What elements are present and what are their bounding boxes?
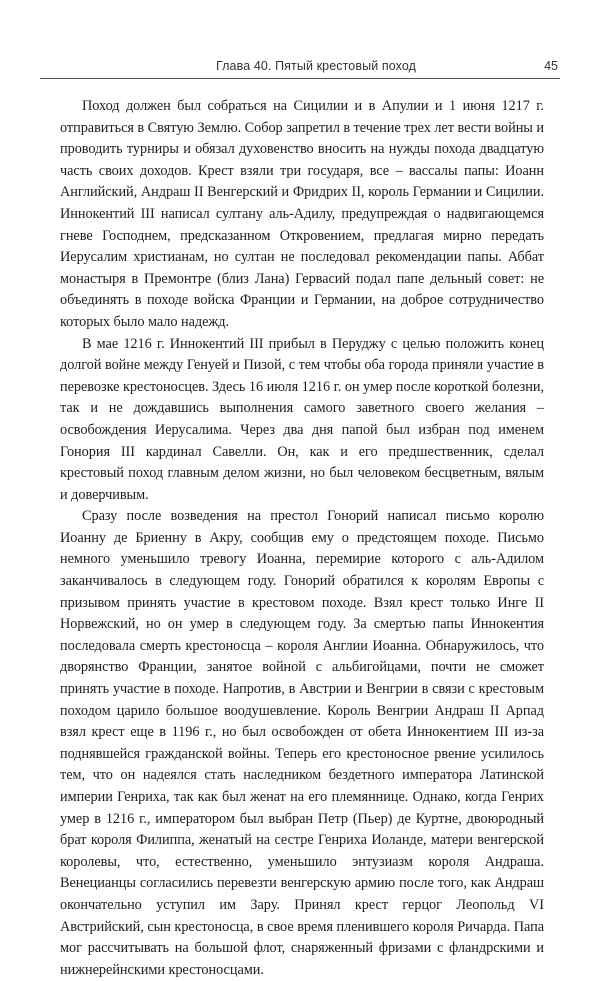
chapter-title: Глава 40. Пятый крестовый поход [216, 59, 417, 73]
running-header [40, 58, 560, 79]
paragraph-2: В мае 1216 г. Иннокентий III прибыл в Перуджу с целью положить конец долгой войне между Генуей и Пизой, с тем чтобы оба города приняли участие в перевозке крестоносцев. Здесь 16 июля 1216 г. он умер после короткой болезни, так и не дождавшись выполнения самого заветного своего желания – освобождения Иерусалима. Через два дня папой был избран под именем Гонория III кардинал Савелли. Он, как и его предшественник, сделал крестовый поход главным делом жизни, но был человеком бесцветным, вялым и доверчивым. [60, 335, 545, 503]
paragraph-3: Сразу после возведения на престол Гонорий написал письмо королю Иоанну де Бриенну в Акру, сообщив ему о предстоящем походе. Письмо немного уменьшило тревогу Иоанна, перемирие которого с аль-Адилом заканчивалось в следующем году. Гонорий обратился к королям Европы с призывом принять участие в крестовом походе. Взял крест только Инге II Норвежский, но он умер в следующем году. За смертью папы Иннокентия последовала смерть крестоносца – короля Англии Иоанна. Обнаружилось, что дворянство Франции, занятое войной с альбигойцами, почти не сможет принять участие в походе. Напротив, в Австрии и Венгрии в связи с крестовым походом царило большое воодушевление. Король Венгрии Андраш II Арпад взял крест еще в 1196 г., но был освобожден от обета Иннокентием III из-за поднявшейся гражданской войны. Теперь его крестоносное рвение усилилось тем, что он надеялся стать наследником бездетного императора Латинской империи Генриха, так как был женат на его племяннице. Однако, когда Генрих умер в 1216 г., императором был выбран Петр (Пьер) де Куртне, двоюродный брат короля Филиппа, женатый на сестре Генриха Иоланде, матери венгерской королевы, что, естественно, уменьшило энтузиазм короля Андраша. Венецианцы согласились перевезти венгерскую армию после того, как Андраш окончательно уступил им Зару. Принял крест герцог Леопольд VI Австрийский, сын крестоносца, в свое время пленившего короля Ричарда. Папа мог рассчитывать на большой флот, снаряженный фризами с фландрскими и нижнерейнскими крестоносцами. [60, 508, 544, 978]
body-text [60, 96, 544, 981]
paragraph-1: Поход должен был собраться на Сицилии и в Апулии и 1 июня 1217 г. отправиться в Святую Землю. Собор запретил в течение трех лет вести войны и проводить турниры и обязал духовенство вносить на нужды похода двадцатую часть своих доходов. Крест взяли три государя, все – вассалы папы: Иоанн Английский, Андраш II Венгерский и Фридрих II, король Германии и Сицилии. Иннокентий III написал султану аль-Адилу, предупреждая о надвигающемся гневе Господнем, предсказанном Откровением, предлагая мирно передать Иерусалим христианам, но султан не последовал рекомендации папы. Аббат монастыря в Премонтре (близ Лана) Гервасий подал папе дельный совет: не объединять в походе войска Франции и Германии, на доброе сотрудничество которых было мало надежд. [60, 98, 544, 330]
page-number: 45 [544, 59, 558, 73]
